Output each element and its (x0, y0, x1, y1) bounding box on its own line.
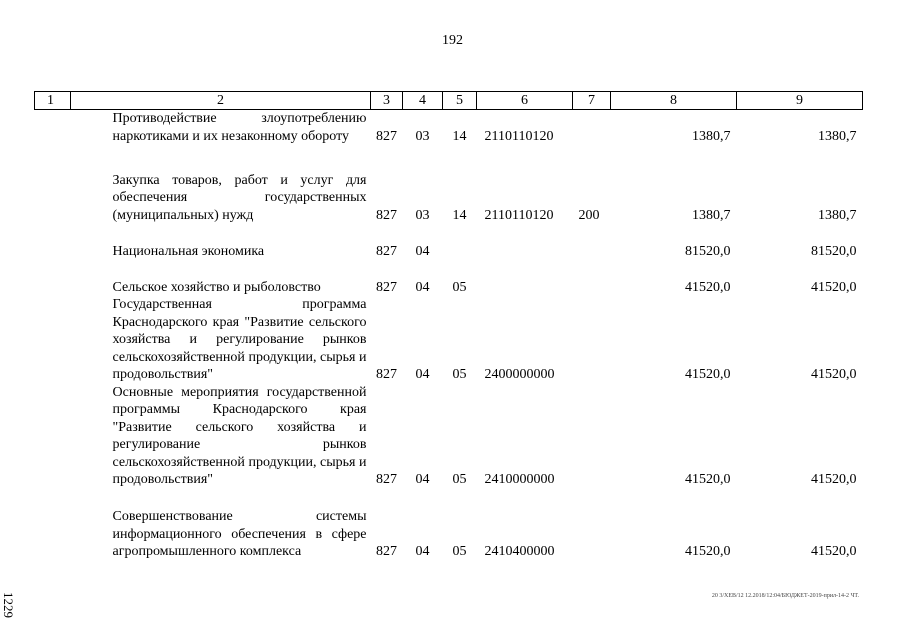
row-pr: 05 (452, 472, 467, 487)
row-description: Сельское хозяйство и рыболовство (112, 279, 321, 295)
row-sum-1: 81520,0 (685, 243, 731, 259)
table-row (35, 224, 863, 260)
row-pr: 05 (452, 279, 467, 295)
row-vr (573, 296, 611, 384)
header-col-6: 6 (477, 92, 573, 110)
row-sum-1: 41520,0 (685, 472, 731, 487)
row-sum-2: 41520,0 (811, 279, 857, 295)
budget-table (34, 91, 863, 561)
row-rz: 04 (415, 367, 430, 382)
row-pr: 14 (452, 128, 467, 144)
row-rz: 04 (415, 243, 430, 259)
row-vr (573, 110, 611, 146)
row-sum-2: 41520,0 (811, 472, 857, 487)
row-rz: 03 (415, 207, 430, 223)
row-vr (573, 489, 611, 561)
table-row (35, 384, 863, 489)
header-row (35, 92, 863, 110)
row-sum-1: 1380,7 (692, 207, 731, 223)
row-csr: 2410000000 (484, 472, 555, 487)
header-col-5: 5 (443, 92, 477, 110)
row-ved: 827 (376, 472, 397, 487)
side-page-number: 1229 (1, 592, 16, 618)
row-vr (573, 260, 611, 296)
row-sum-1: 41520,0 (685, 279, 731, 295)
row-ved: 827 (376, 544, 397, 559)
row-description: Противодействие злоупотреблению наркотиками и их незаконному обороту (112, 111, 367, 144)
table-row (35, 489, 863, 561)
row-csr: 2110110120 (484, 207, 554, 223)
header-col-9: 9 (737, 92, 863, 110)
row-sum-2: 41520,0 (811, 544, 857, 559)
header-col-7: 7 (573, 92, 611, 110)
row-sum-1: 1380,7 (692, 128, 731, 144)
row-vr (573, 224, 611, 260)
row-csr (477, 224, 573, 260)
row-csr: 2110110120 (484, 128, 554, 144)
row-description: Основные мероприятия государственной программы Краснодарского края "Развитие сельского хозяйства и регулирование рынков сельскохозяйственной продукции, сырья и продовольствия" (112, 384, 367, 487)
table-row (35, 260, 863, 296)
row-pr: 14 (452, 207, 467, 223)
table-row (35, 296, 863, 384)
row-sum-2: 1380,7 (818, 128, 857, 144)
row-rz: 04 (415, 544, 430, 559)
row-sum-2: 41520,0 (811, 367, 857, 382)
row-sum-1: 41520,0 (685, 367, 731, 382)
row-pr: 05 (452, 544, 467, 559)
header-col-2: 2 (71, 92, 371, 110)
row-vr: 200 (578, 207, 600, 223)
row-ved: 827 (376, 367, 397, 382)
row-rz: 03 (415, 128, 430, 144)
row-csr: 2410400000 (484, 544, 555, 559)
row-ved: 827 (376, 207, 397, 223)
header-col-3: 3 (371, 92, 403, 110)
table-row (35, 110, 863, 146)
footer-document-code: 20 3/ХЕВ/12 12.2018/12:04/БЮДЖЕТ-2019-прил-14-2 ЧТ. (711, 593, 859, 599)
row-pr: 05 (452, 367, 467, 382)
row-rz: 04 (415, 472, 430, 487)
row-sum-1: 41520,0 (685, 544, 731, 559)
row-ved: 827 (376, 128, 397, 144)
row-rz: 04 (415, 279, 430, 295)
row-ved: 827 (376, 243, 397, 259)
page-number: 192 (442, 33, 463, 48)
row-pr (443, 224, 477, 260)
header-col-4: 4 (403, 92, 443, 110)
row-ved: 827 (376, 279, 397, 295)
row-description: Национальная экономика (112, 243, 265, 259)
table-row (35, 145, 863, 224)
row-sum-2: 1380,7 (818, 207, 857, 223)
row-sum-2: 81520,0 (811, 243, 857, 259)
row-csr: 2400000000 (484, 367, 555, 382)
header-col-1: 1 (35, 92, 71, 110)
row-description: Государственная программа Краснодарского края "Развитие сельского хозяйства и регулирование рынков сельскохозяйственной продукции, сырья и продовольствия" (112, 297, 367, 382)
header-col-8: 8 (611, 92, 737, 110)
row-description: Совершенствование системы информационного обеспечения в сфере агропромышленного комплекса (112, 509, 367, 559)
row-description: Закупка товаров, работ и услуг для обеспечения государственных (муниципальных) нужд (112, 172, 367, 223)
row-csr (477, 260, 573, 296)
row-vr (573, 384, 611, 489)
